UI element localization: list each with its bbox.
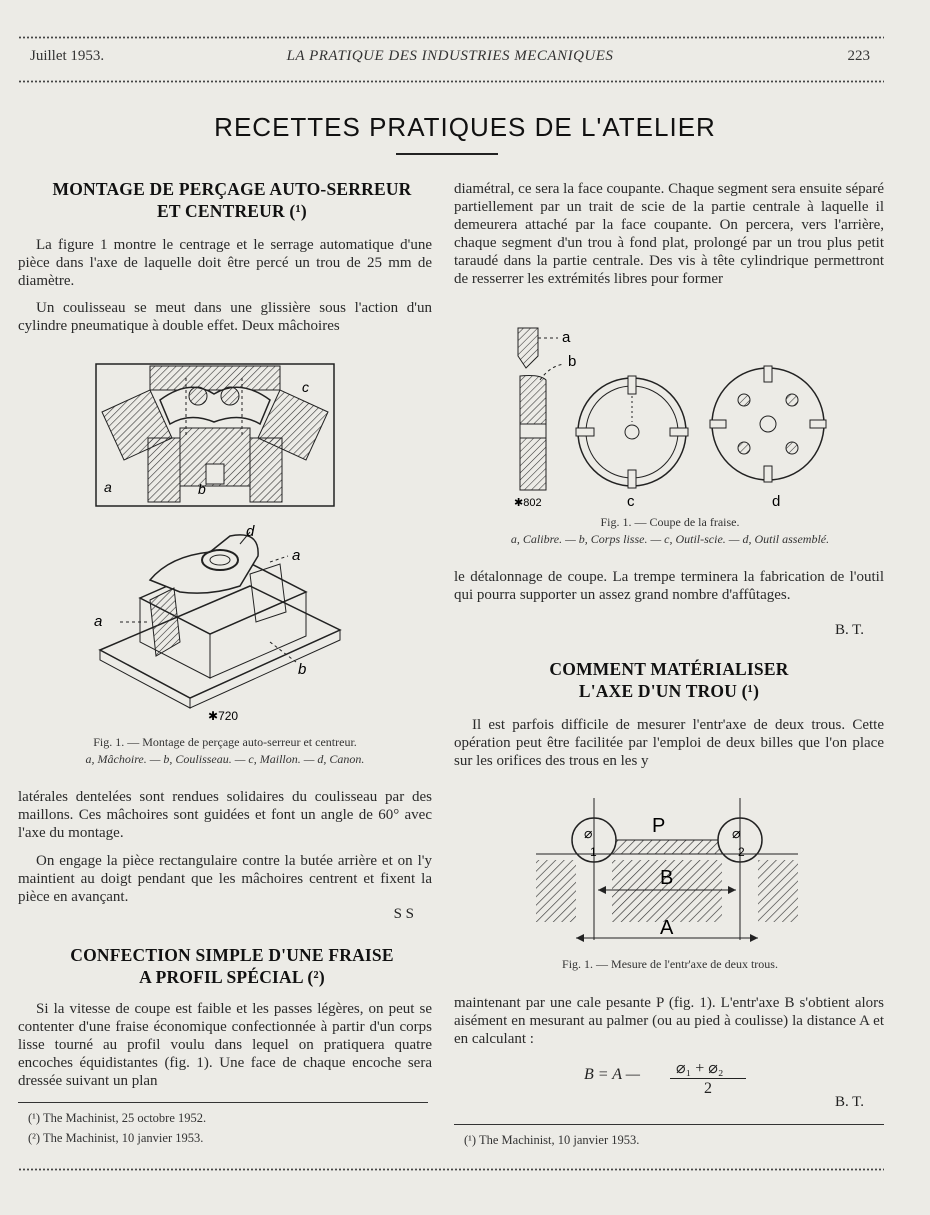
fig720-label-a-right: a <box>292 547 301 564</box>
fig802-label-d: d <box>772 493 781 510</box>
article1-para4: On engage la pièce rectangulaire contre la butée arrière et on l'y maintient au doigt pendant que les mâchoires centrent et fixent la pièce en avançant. <box>18 853 432 905</box>
fig-label-index2: 2 <box>738 845 745 859</box>
article3-para1: Il est parfois difficile de mesurer l'entr'axe de deux trous. Cette opération peut être facilitée par l'emploi de deux billes que l'on place sur les orifices des trous en les y <box>454 717 884 769</box>
formula-denominator: 2 <box>704 1080 712 1097</box>
article2-title-line1: CONFECTION SIMPLE D'UNE FRAISE <box>70 945 394 965</box>
fig720-number: ✱720 <box>208 709 239 723</box>
fig720-label-b: b <box>298 661 307 678</box>
article1-title-line2: ET CENTREUR (¹) <box>157 201 307 221</box>
fig-label-A: A <box>660 917 674 939</box>
article2-title-line2: A PROFIL SPÉCIAL (²) <box>139 967 325 987</box>
footnote-left-2: (²) The Machinist, 10 janvier 1953. <box>28 1131 204 1145</box>
header-bottom-dots <box>18 80 884 83</box>
header-top-dots <box>18 36 884 39</box>
footer-dots <box>18 1168 884 1171</box>
fig802-saw-tool <box>576 376 688 488</box>
issue-date: Juillet 1953. <box>30 48 105 64</box>
article1-title-line1: MONTAGE DE PERÇAGE AUTO-SERREUR <box>52 179 412 199</box>
article1-para3: latérales dentelées sont rendues solidaires du coulisseau par des maillons. Ces mâchoires sont guidées et font un angle de 60° avec l'axe du montage. <box>18 789 432 841</box>
article1-para2: Un coulisseau se meut dans une glissière sous l'action d'un cylindre pneumatique à double effet. Deux mâchoires <box>18 300 432 334</box>
page-header <box>30 48 870 70</box>
fig-label-diameter1: ⌀ <box>584 825 593 841</box>
fig720-label-d: d <box>246 523 255 540</box>
article3-title-line2: L'AXE D'UN TROU (¹) <box>578 681 760 701</box>
article3-signature: B. T. <box>834 1094 864 1110</box>
formula <box>584 1058 784 1098</box>
title-rule <box>396 153 498 155</box>
fig802-assembled-tool <box>710 366 826 482</box>
fig802-caption-line2: a, Calibre. — b, Corps lisse. — c, Outil-scie. — d, Outil assemblé. <box>510 532 830 546</box>
journal-title: LA PRATIQUE DES INDUSTRIES MECANIQUES <box>286 48 614 64</box>
fig720-label-b-top: b <box>198 481 206 497</box>
formula-numerator: ⌀₁ + ⌀₂ <box>676 1060 724 1077</box>
article1-para1: La figure 1 montre le centrage et le serrage automatique d'une pièce dans l'axe de laquelle doit être percé un trou de 25 mm de diamètre. <box>18 237 432 289</box>
fig802-number: ✱802 <box>514 497 542 509</box>
figure-720-drilling-jig <box>90 360 350 730</box>
article2-para1: Si la vitesse de coupe est faible et les passes légères, on peut se contenter d'une fraise économique confectionnée à partir d'un corps lisse tourné au profil voulu dans lequel on pratiquera quatre encoches équidistantes (fig. 1). Une face de chaque encoche sera dressée suivant un plan <box>18 1001 432 1089</box>
figure-802-milling-cutter <box>510 320 840 510</box>
article3-title-line1: COMMENT MATÉRIALISER <box>549 659 789 679</box>
figure-hole-center-distance <box>532 790 802 950</box>
fig720-caption-line2: a, Mâchoire. — b, Coulisseau. — c, Maillon. — d, Canon. <box>85 752 365 766</box>
footnote-rule-left <box>18 1102 428 1103</box>
article2-para2: le détalonnage de coupe. La trempe terminera la fabrication de l'outil qui pourra supporter un assez grand nombre d'affûtages. <box>454 569 884 603</box>
formula-lhs: B = A — <box>584 1066 640 1083</box>
fig-label-P: P <box>652 815 666 837</box>
article2-para-right: diamétral, ce sera la face coupante. Chaque segment sera ensuite séparé partiellement par un trait de scie de la partie centrale à laquelle il demeurera attaché par la face coupante. On percera, vers l'arrière, chaque segment d'un trou à fond plat, prolongé par un trou plus petit taraudé dans la partie centrale. Des vis à tête cylindrique permettront de resserrer les extrémités libres pour former <box>454 181 884 287</box>
formula-fraction-bar <box>670 1078 746 1079</box>
article2-title <box>30 944 434 988</box>
fig-center-distance-caption: Fig. 1. — Mesure de l'entr'axe de deux trous. <box>562 957 778 971</box>
fig802-label-b: b <box>568 353 577 370</box>
fig802-caption-line1: Fig. 1. — Coupe de la fraise. <box>600 515 740 529</box>
fig720-label-a-top: a <box>104 479 112 495</box>
fig-label-diameter2: ⌀ <box>732 825 741 841</box>
fig-label-B: B <box>660 867 674 889</box>
fig802-label-a: a <box>562 329 571 346</box>
footnote-left-1: (¹) The Machinist, 25 octobre 1952. <box>28 1111 207 1125</box>
fig720-caption-line1: Fig. 1. — Montage de perçage auto-serreur et centreur. <box>93 735 357 749</box>
fig802-caption <box>450 514 890 548</box>
fig720-caption <box>30 734 420 768</box>
section-title: RECETTES PRATIQUES DE L'ATELIER <box>214 112 716 142</box>
fig-label-index1: 1 <box>590 845 597 859</box>
article2-signature: B. T. <box>834 622 864 638</box>
footnote-right-1: (¹) The Machinist, 10 janvier 1953. <box>464 1133 640 1147</box>
page-number: 223 <box>847 48 870 64</box>
article3-title <box>454 658 884 702</box>
article3-para2: maintenant par une cale pesante P (fig. 1). L'entr'axe B s'obtient alors aisément en mesurant au palmer (ou au pied à coulisse) la distance A et en calculant : <box>454 995 884 1047</box>
article1-title <box>30 178 434 222</box>
fig720-label-a-left: a <box>94 613 103 630</box>
fig720-label-c: c <box>302 379 309 395</box>
fig802-label-c: c <box>627 493 635 510</box>
footnote-rule-right <box>454 1124 884 1125</box>
article1-signature: S S <box>393 906 414 922</box>
footnotes-left <box>28 1108 428 1148</box>
